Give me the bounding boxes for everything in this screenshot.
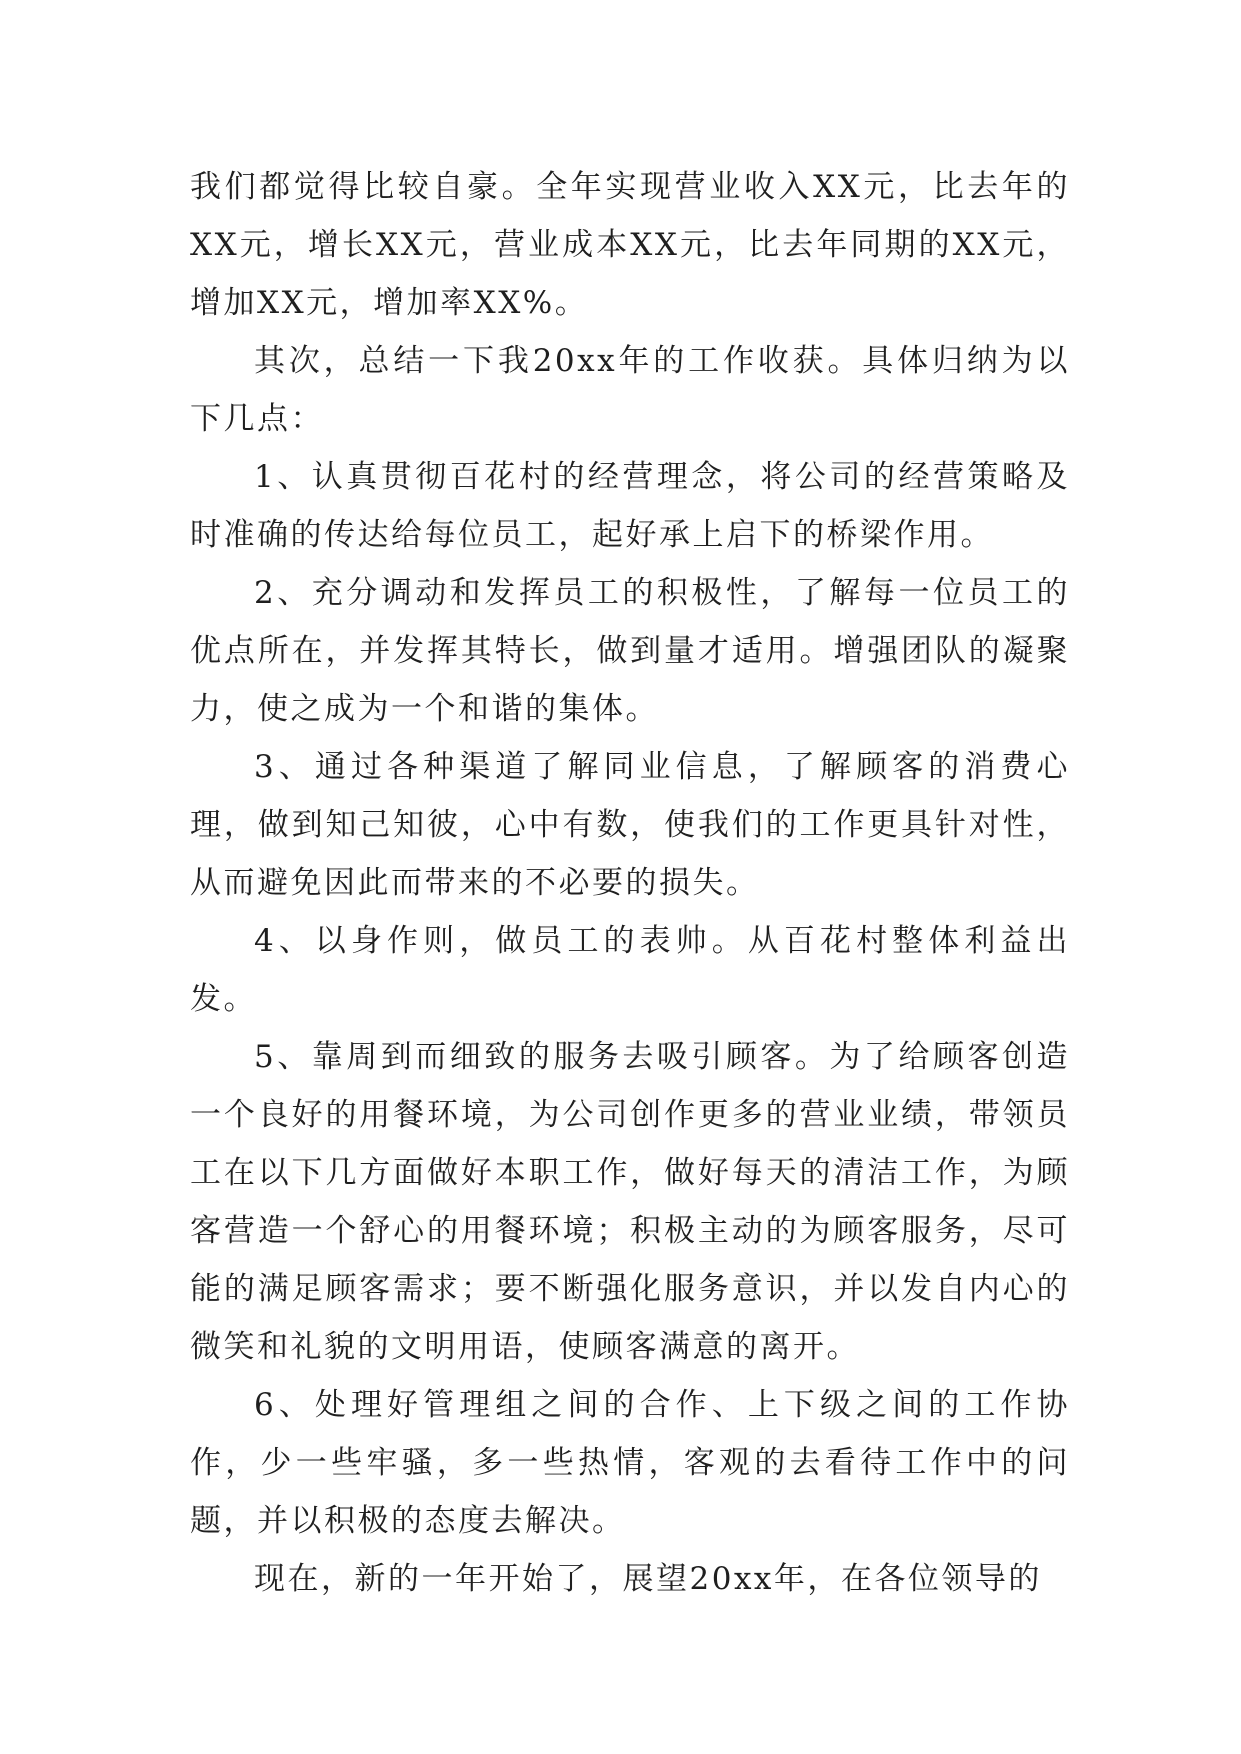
paragraph-outlook: 现在，新的一年开始了，展望20xx年，在各位领导的 [254, 1561, 1042, 1597]
document-body [190, 158, 1070, 1608]
paragraph-item-6: 6、处理好管理组之间的合作、上下级之间的工作协作，少一些牢骚，多一些热情，客观的去看待工作中的问题，并以积极的态度去解决。 [190, 1387, 1070, 1539]
paragraph-item-1: 1、认真贯彻百花村的经营理念，将公司的经营策略及时准确的传达给每位员工，起好承上启下的桥梁作用。 [190, 459, 1070, 553]
paragraph-item-5: 5、靠周到而细致的服务去吸引顾客。为了给顾客创造一个良好的用餐环境，为公司创作更多的营业业绩，带领员工在以下几方面做好本职工作，做好每天的清洁工作，为顾客营造一个舒心的用餐环境；积极主动的为顾客服务，尽可能的满足顾客需求；要不断强化服务意识，并以发自内心的微笑和礼貌的文明用语，使顾客满意的离开。 [190, 1039, 1070, 1365]
paragraph-item-2: 2、充分调动和发挥员工的积极性，了解每一位员工的优点所在，并发挥其特长，做到量才适用。增强团队的凝聚力，使之成为一个和谐的集体。 [190, 575, 1070, 727]
paragraph-continued-revenue: 我们都觉得比较自豪。全年实现营业收入XX元，比去年的XX元，增长XX元，营业成本XX元，比去年同期的XX元，增加XX元，增加率XX%。 [190, 169, 1070, 321]
paragraph-item-4: 4、以身作则，做员工的表帅。从百花村整体利益出发。 [190, 923, 1070, 1017]
paragraph-item-3: 3、通过各种渠道了解同业信息，了解顾客的消费心理，做到知己知彼，心中有数，使我们的工作更具针对性，从而避免因此而带来的不必要的损失。 [190, 749, 1070, 901]
paragraph-summary-intro: 其次，总结一下我20xx年的工作收获。具体归纳为以下几点： [190, 343, 1070, 437]
